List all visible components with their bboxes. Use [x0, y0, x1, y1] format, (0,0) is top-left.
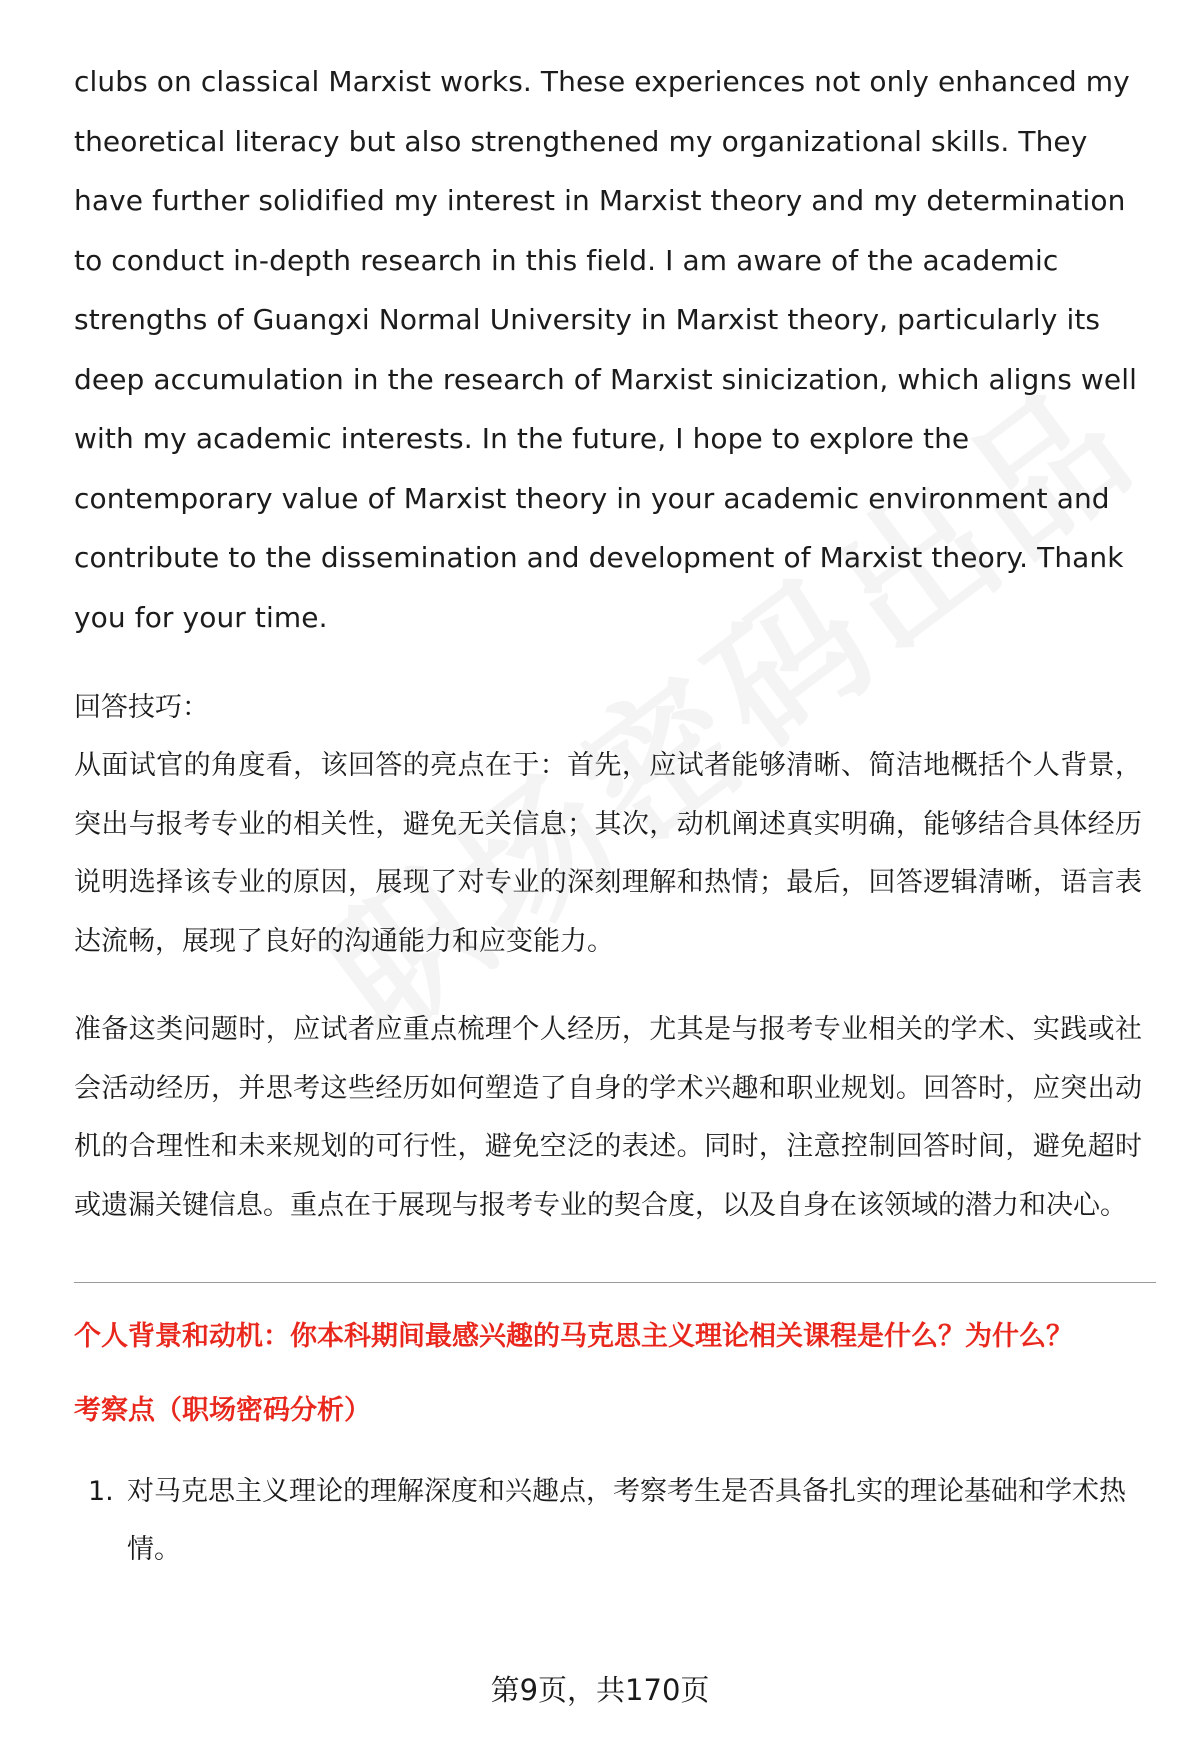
- document-page: [74, 52, 1142, 1579]
- list-item: [74, 1463, 1142, 1579]
- page-number: 第9页，共170页: [490, 1673, 710, 1707]
- answer-tips-paragraph-2: 准备这类问题时，应试者应重点梳理个人经历，尤其是与报考专业相关的学术、实践或社会活动经历，并思考这些经历如何塑造了自身的学术兴趣和职业规划。回答时，应突出动机的合理性和未来规划的可行性，避免空泛的表述。同时，注意控制回答时间，避免超时或遗漏关键信息。重点在于展现与报考专业的契合度，以及自身在该领域的潜力和决心。: [74, 1014, 1142, 1221]
- list-item-number: 1.: [88, 1476, 114, 1507]
- answer-tips-label: 回答技巧：: [74, 692, 209, 723]
- analysis-list: [74, 1463, 1142, 1579]
- answer-tips-paragraph-1: 从面试官的角度看，该回答的亮点在于：首先，应试者能够清晰、简洁地概括个人背景，突出与报考专业的相关性，避免无关信息；其次，动机阐述真实明确，能够结合具体经历说明选择该专业的原因，展现了对专业的深刻理解和热情；最后，回答逻辑清晰，语言表达流畅，展现了良好的沟通能力和应变能力。: [74, 750, 1142, 957]
- section-divider: [74, 1282, 1156, 1283]
- analysis-subtitle: 考察点（职场密码分析）: [74, 1395, 371, 1426]
- list-item-text: 对马克思主义理论的理解深度和兴趣点，考察考生是否具备扎实的理论基础和学术热情。: [127, 1476, 1126, 1565]
- question-title: 个人背景和动机：你本科期间最感兴趣的马克思主义理论相关课程是什么？为什么？: [74, 1321, 1073, 1352]
- english-paragraph: clubs on classical Marxist works. These experiences not only enhanced my theoretical literacy but also strengthened my organizational skills. They have further solidified my interest in Marxist theory and my determination to conduct in-depth research in this field. I am aware of the academic strengths of Guangxi Normal University in Marxist theory, particularly its deep accumulation in the research of Marxist sinicization, which aligns well with my academic interests. In the future, I hope to explore the contemporary value of Marxist theory in your academic environment and contribute to the dissemination and development of Marxist theory. Thank you for your time.: [74, 65, 1138, 634]
